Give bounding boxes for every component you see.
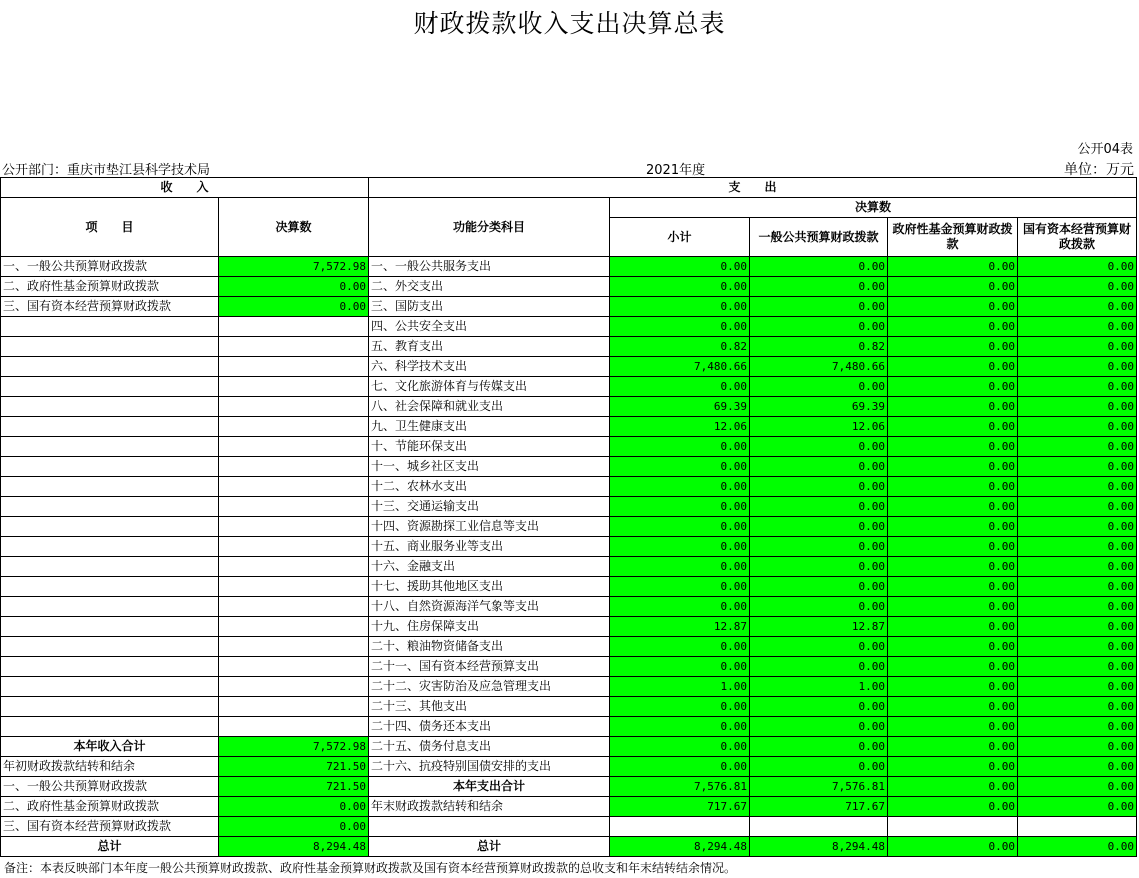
income-amount — [219, 557, 369, 577]
state-capital-value: 0.00 — [1018, 737, 1137, 757]
general-budget-value: 0.00 — [750, 257, 888, 277]
income-item — [1, 597, 219, 617]
subtotal-value: 0.82 — [610, 337, 750, 357]
table-row — [1, 297, 1137, 317]
table-row — [1, 657, 1137, 677]
subtotal-value: 1.00 — [610, 677, 750, 697]
footnote: 备注：本表反映部门本年度一般公共预算财政拨款、政府性基金预算财政拨款及国有资本经营预算财政拨款的总收支和年末结转结余情况。 — [4, 861, 737, 875]
gov-fund-value: 0.00 — [888, 777, 1018, 797]
state-capital-value: 0.00 — [1018, 497, 1137, 517]
general-budget-value — [750, 817, 888, 837]
table-row — [1, 397, 1137, 417]
subtotal-value: 717.67 — [610, 797, 750, 817]
general-budget-value: 0.00 — [750, 577, 888, 597]
state-capital-value: 0.00 — [1018, 417, 1137, 437]
general-budget-value: 1.00 — [750, 677, 888, 697]
income-item — [1, 717, 219, 737]
general-budget-value: 0.00 — [750, 757, 888, 777]
table-row — [1, 517, 1137, 537]
table-row — [1, 717, 1137, 737]
expense-item: 年末财政拨款结转和结余 — [369, 797, 610, 817]
state-capital-value: 0.00 — [1018, 357, 1137, 377]
state-capital-value: 0.00 — [1018, 577, 1137, 597]
general-budget-value: 0.00 — [750, 377, 888, 397]
table-row — [1, 257, 1137, 277]
income-item: 总计 — [1, 837, 219, 857]
unit-label: 单位：万元 — [1064, 162, 1134, 178]
expense-item: 二、外交支出 — [369, 277, 610, 297]
expense-item: 一、一般公共服务支出 — [369, 257, 610, 277]
subtotal-value: 0.00 — [610, 657, 750, 677]
gov-fund-value: 0.00 — [888, 337, 1018, 357]
subtotal-value: 0.00 — [610, 297, 750, 317]
table-row — [1, 317, 1137, 337]
state-capital-value: 0.00 — [1018, 677, 1137, 697]
table-row — [1, 757, 1137, 777]
income-item — [1, 577, 219, 597]
expense-item: 十六、金融支出 — [369, 557, 610, 577]
subtotal-value: 12.06 — [610, 417, 750, 437]
gov-fund-value — [888, 817, 1018, 837]
state-capital-value: 0.00 — [1018, 697, 1137, 717]
income-item — [1, 457, 219, 477]
income-item: 三、国有资本经营预算财政拨款 — [1, 817, 219, 837]
income-item — [1, 637, 219, 657]
general-budget-value: 0.00 — [750, 497, 888, 517]
expense-item: 七、文化旅游体育与传媒支出 — [369, 377, 610, 397]
gov-fund-value: 0.00 — [888, 317, 1018, 337]
income-item: 二、政府性基金预算财政拨款 — [1, 797, 219, 817]
gov-fund-value: 0.00 — [888, 797, 1018, 817]
general-budget-value: 717.67 — [750, 797, 888, 817]
gov-fund-value: 0.00 — [888, 617, 1018, 637]
state-capital-value: 0.00 — [1018, 277, 1137, 297]
gov-fund-value: 0.00 — [888, 457, 1018, 477]
gov-fund-value: 0.00 — [888, 677, 1018, 697]
report-title: 财政拨款收入支出决算总表 — [413, 9, 726, 38]
income-amount — [219, 637, 369, 657]
gov-fund-value: 0.00 — [888, 697, 1018, 717]
income-amount: 721.50 — [219, 777, 369, 797]
subtotal-value: 7,480.66 — [610, 357, 750, 377]
income-item — [1, 557, 219, 577]
income-amount — [219, 617, 369, 637]
state-capital-value — [1018, 817, 1137, 837]
table-row — [1, 837, 1137, 857]
expense-item: 总计 — [369, 837, 610, 857]
gov-fund-value: 0.00 — [888, 477, 1018, 497]
income-amount: 0.00 — [219, 297, 369, 317]
general-budget-value: 0.00 — [750, 537, 888, 557]
gov-fund-value: 0.00 — [888, 837, 1018, 857]
gov-fund-value: 0.00 — [888, 517, 1018, 537]
general-budget-value: 0.00 — [750, 637, 888, 657]
subtotal-value: 0.00 — [610, 637, 750, 657]
gov-fund-value: 0.00 — [888, 737, 1018, 757]
general-budget-value: 0.82 — [750, 337, 888, 357]
state-capital-value: 0.00 — [1018, 397, 1137, 417]
subtotal-value: 0.00 — [610, 477, 750, 497]
income-item: 一、一般公共预算财政拨款 — [1, 257, 219, 277]
income-item — [1, 317, 219, 337]
income-item — [1, 497, 219, 517]
subtotal-value: 0.00 — [610, 277, 750, 297]
subtotal-value: 0.00 — [610, 517, 750, 537]
table-row — [1, 817, 1137, 837]
state-capital-value: 0.00 — [1018, 557, 1137, 577]
gov-fund-value: 0.00 — [888, 537, 1018, 557]
income-item — [1, 677, 219, 697]
income-amount — [219, 717, 369, 737]
income-amount: 7,572.98 — [219, 737, 369, 757]
income-item — [1, 537, 219, 557]
expense-item: 二十三、其他支出 — [369, 697, 610, 717]
expense-item: 六、科学技术支出 — [369, 357, 610, 377]
year-label: 2021年度 — [646, 163, 706, 178]
expense-item: 二十五、债务付息支出 — [369, 737, 610, 757]
subtotal-value: 0.00 — [610, 457, 750, 477]
general-budget-value: 0.00 — [750, 437, 888, 457]
exp-amount-header: 决算数 — [610, 198, 1137, 218]
income-amount: 721.50 — [219, 757, 369, 777]
gov-fund-value: 0.00 — [888, 257, 1018, 277]
gov-fund-header: 政府性基金预算财政拨款 — [888, 218, 1018, 257]
func-category-header: 功能分类科目 — [369, 198, 610, 257]
income-amount — [219, 317, 369, 337]
subtotal-value: 7,576.81 — [610, 777, 750, 797]
state-capital-value: 0.00 — [1018, 597, 1137, 617]
state-capital-value: 0.00 — [1018, 537, 1137, 557]
subtotal-value: 0.00 — [610, 597, 750, 617]
table-row — [1, 617, 1137, 637]
income-amount — [219, 517, 369, 537]
subtotal-header: 小计 — [610, 218, 750, 257]
general-budget-value: 7,480.66 — [750, 357, 888, 377]
income-item — [1, 657, 219, 677]
general-budget-value: 0.00 — [750, 457, 888, 477]
expense-item: 九、卫生健康支出 — [369, 417, 610, 437]
gov-fund-value: 0.00 — [888, 497, 1018, 517]
expense-item: 十八、自然资源海洋气象等支出 — [369, 597, 610, 617]
general-budget-value: 8,294.48 — [750, 837, 888, 857]
subtotal-value: 0.00 — [610, 557, 750, 577]
income-amount — [219, 597, 369, 617]
table-row — [1, 577, 1137, 597]
expense-item: 四、公共安全支出 — [369, 317, 610, 337]
income-amount — [219, 397, 369, 417]
state-capital-value: 0.00 — [1018, 777, 1137, 797]
expense-item: 十九、住房保障支出 — [369, 617, 610, 637]
expense-item: 十四、资源勘探工业信息等支出 — [369, 517, 610, 537]
state-capital-value: 0.00 — [1018, 797, 1137, 817]
expense-item: 二十一、国有资本经营预算支出 — [369, 657, 610, 677]
subtotal-value: 0.00 — [610, 717, 750, 737]
general-budget-value: 0.00 — [750, 717, 888, 737]
state-capital-value: 0.00 — [1018, 617, 1137, 637]
expense-item — [369, 817, 610, 837]
table-row — [1, 697, 1137, 717]
expense-item: 二十四、债务还本支出 — [369, 717, 610, 737]
income-amount — [219, 657, 369, 677]
state-capital-value: 0.00 — [1018, 437, 1137, 457]
income-amount — [219, 577, 369, 597]
gov-fund-value: 0.00 — [888, 717, 1018, 737]
income-item — [1, 337, 219, 357]
income-amount — [219, 337, 369, 357]
income-amount — [219, 697, 369, 717]
expense-item: 十一、城乡社区支出 — [369, 457, 610, 477]
table-row — [1, 277, 1137, 297]
income-amount: 0.00 — [219, 797, 369, 817]
gov-fund-value: 0.00 — [888, 557, 1018, 577]
expense-item: 十七、援助其他地区支出 — [369, 577, 610, 597]
income-item: 年初财政拨款结转和结余 — [1, 757, 219, 777]
income-amount: 7,572.98 — [219, 257, 369, 277]
form-number: 公开04表 — [1077, 142, 1133, 157]
subtotal-value: 0.00 — [610, 577, 750, 597]
income-amount — [219, 477, 369, 497]
expense-item: 五、教育支出 — [369, 337, 610, 357]
table-row — [1, 777, 1137, 797]
table-row — [1, 537, 1137, 557]
income-item — [1, 437, 219, 457]
gov-fund-value: 0.00 — [888, 397, 1018, 417]
table-row — [1, 737, 1137, 757]
general-budget-value: 12.87 — [750, 617, 888, 637]
table-row — [1, 417, 1137, 437]
table-row — [1, 357, 1137, 377]
state-capital-value: 0.00 — [1018, 517, 1137, 537]
amount-header: 决算数 — [219, 198, 369, 257]
subtotal-value: 69.39 — [610, 397, 750, 417]
general-budget-value: 12.06 — [750, 417, 888, 437]
income-item — [1, 377, 219, 397]
general-budget-value: 0.00 — [750, 557, 888, 577]
state-capital-value: 0.00 — [1018, 637, 1137, 657]
table-row — [1, 377, 1137, 397]
state-capital-value: 0.00 — [1018, 717, 1137, 737]
income-header: 收 入 — [1, 178, 369, 198]
general-budget-value: 69.39 — [750, 397, 888, 417]
gov-fund-value: 0.00 — [888, 277, 1018, 297]
income-item: 二、政府性基金预算财政拨款 — [1, 277, 219, 297]
expense-item: 二十二、灾害防治及应急管理支出 — [369, 677, 610, 697]
table-row — [1, 497, 1137, 517]
expense-item: 二十、粮油物资储备支出 — [369, 637, 610, 657]
subtotal-value: 0.00 — [610, 377, 750, 397]
fiscal-table — [0, 177, 1137, 857]
gov-fund-value: 0.00 — [888, 637, 1018, 657]
subtotal-value: 0.00 — [610, 437, 750, 457]
general-budget-value: 7,576.81 — [750, 777, 888, 797]
general-budget-header: 一般公共预算财政拨款 — [750, 218, 888, 257]
expense-item: 二十六、抗疫特别国债安排的支出 — [369, 757, 610, 777]
state-capital-value: 0.00 — [1018, 337, 1137, 357]
general-budget-value: 0.00 — [750, 737, 888, 757]
state-capital-value: 0.00 — [1018, 297, 1137, 317]
gov-fund-value: 0.00 — [888, 417, 1018, 437]
gov-fund-value: 0.00 — [888, 437, 1018, 457]
gov-fund-value: 0.00 — [888, 577, 1018, 597]
gov-fund-value: 0.00 — [888, 657, 1018, 677]
state-capital-value: 0.00 — [1018, 457, 1137, 477]
state-capital-header: 国有资本经营预算财政拨款 — [1018, 218, 1137, 257]
income-amount: 0.00 — [219, 277, 369, 297]
subtotal-value: 0.00 — [610, 697, 750, 717]
gov-fund-value: 0.00 — [888, 297, 1018, 317]
general-budget-value: 0.00 — [750, 517, 888, 537]
income-item: 一、一般公共预算财政拨款 — [1, 777, 219, 797]
table-row — [1, 597, 1137, 617]
income-item — [1, 417, 219, 437]
table-row — [1, 457, 1137, 477]
income-amount — [219, 377, 369, 397]
state-capital-value: 0.00 — [1018, 377, 1137, 397]
general-budget-value: 0.00 — [750, 697, 888, 717]
state-capital-value: 0.00 — [1018, 477, 1137, 497]
item-header: 项 目 — [1, 198, 219, 257]
state-capital-value: 0.00 — [1018, 837, 1137, 857]
table-row — [1, 797, 1137, 817]
subtotal-value: 0.00 — [610, 497, 750, 517]
department-label: 公开部门：重庆市垫江县科学技术局 — [2, 163, 211, 178]
subtotal-value: 0.00 — [610, 537, 750, 557]
income-item — [1, 617, 219, 637]
income-item: 三、国有资本经营预算财政拨款 — [1, 297, 219, 317]
table-row — [1, 337, 1137, 357]
income-amount — [219, 437, 369, 457]
state-capital-value: 0.00 — [1018, 757, 1137, 777]
general-budget-value: 0.00 — [750, 597, 888, 617]
expense-item: 三、国防支出 — [369, 297, 610, 317]
income-item — [1, 477, 219, 497]
state-capital-value: 0.00 — [1018, 657, 1137, 677]
expense-item: 十三、交通运输支出 — [369, 497, 610, 517]
income-amount: 8,294.48 — [219, 837, 369, 857]
general-budget-value: 0.00 — [750, 477, 888, 497]
gov-fund-value: 0.00 — [888, 377, 1018, 397]
table-row — [1, 477, 1137, 497]
income-amount — [219, 537, 369, 557]
table-row — [1, 557, 1137, 577]
income-amount — [219, 357, 369, 377]
expense-header: 支 出 — [369, 178, 1137, 198]
subtotal-value — [610, 817, 750, 837]
income-amount — [219, 677, 369, 697]
income-amount — [219, 457, 369, 477]
expense-item: 十二、农林水支出 — [369, 477, 610, 497]
expense-item: 本年支出合计 — [369, 777, 610, 797]
table-row — [1, 677, 1137, 697]
gov-fund-value: 0.00 — [888, 757, 1018, 777]
state-capital-value: 0.00 — [1018, 257, 1137, 277]
subtotal-value: 0.00 — [610, 317, 750, 337]
income-item — [1, 697, 219, 717]
income-item: 本年收入合计 — [1, 737, 219, 757]
subtotal-value: 0.00 — [610, 757, 750, 777]
subtotal-value: 0.00 — [610, 737, 750, 757]
expense-item: 十五、商业服务业等支出 — [369, 537, 610, 557]
general-budget-value: 0.00 — [750, 277, 888, 297]
subtotal-value: 12.87 — [610, 617, 750, 637]
income-item — [1, 517, 219, 537]
expense-item: 十、节能环保支出 — [369, 437, 610, 457]
table-row — [1, 437, 1137, 457]
income-amount — [219, 417, 369, 437]
income-item — [1, 357, 219, 377]
general-budget-value: 0.00 — [750, 657, 888, 677]
gov-fund-value: 0.00 — [888, 357, 1018, 377]
income-item — [1, 397, 219, 417]
subtotal-value: 8,294.48 — [610, 837, 750, 857]
general-budget-value: 0.00 — [750, 297, 888, 317]
table-row — [1, 637, 1137, 657]
subtotal-value: 0.00 — [610, 257, 750, 277]
expense-item: 八、社会保障和就业支出 — [369, 397, 610, 417]
income-amount — [219, 497, 369, 517]
gov-fund-value: 0.00 — [888, 597, 1018, 617]
state-capital-value: 0.00 — [1018, 317, 1137, 337]
general-budget-value: 0.00 — [750, 317, 888, 337]
income-amount: 0.00 — [219, 817, 369, 837]
